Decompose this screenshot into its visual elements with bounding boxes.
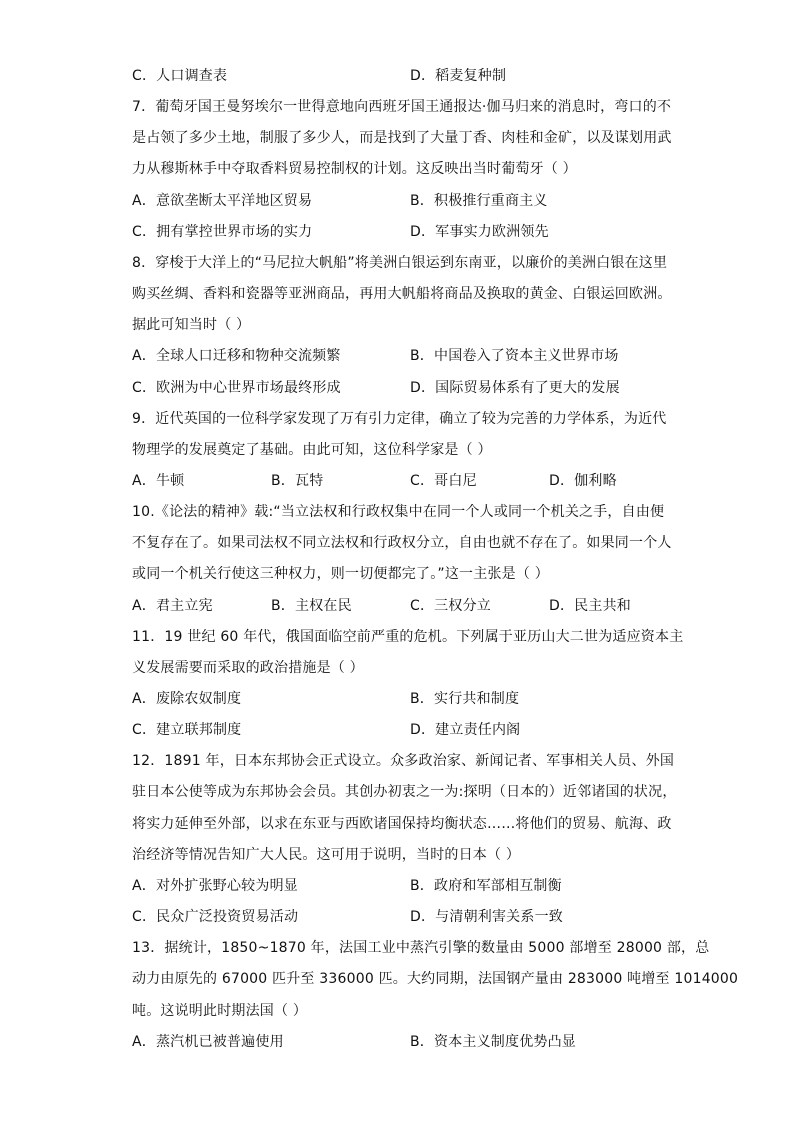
question-text-line: 8．穿梭于大洋上的“马尼拉大帆船”将美洲白银运到东南亚，以廉价的美洲白银在这里 xyxy=(132,255,668,271)
answer-option: A．意欲垄断太平洋地区贸易 xyxy=(132,193,313,209)
question-text-line: 13．据统计，1850~1870 年，法国工业中蒸汽引擎的数量由 5000 部增至 28000 部，总 xyxy=(132,940,710,956)
answer-option: C．人口调查表 xyxy=(132,68,228,84)
answer-option: B．资本主义制度优势凸显 xyxy=(410,1034,577,1050)
question-text-line: 动力由原先的 67000 匹升至 336000 匹。大约同期，法国钢产量由 283000 吨增至 1014000 xyxy=(132,971,739,987)
answer-option: C．欧洲为中心世界市场最终形成 xyxy=(132,380,341,396)
answer-option: C．三权分立 xyxy=(410,598,491,614)
question-text-line: 9．近代英国的一位科学家发现了万有引力定律，确立了较为完善的力学体系，为近代 xyxy=(132,411,667,427)
question-text-line: 7．葡萄牙国王曼努埃尔一世得意地向西班牙国王通报达·伽马归来的消息时，弯口的不 xyxy=(132,99,672,115)
answer-option: D．军事实力欧洲领先 xyxy=(410,224,549,240)
question-text-line: 吨。这说明此时期法国（ ） xyxy=(132,1003,308,1019)
question-text-line: 驻日本公使等成为东邦协会会员。其创办初衷之一为:探明（日本的）近邻诸国的状况， xyxy=(132,784,677,800)
question-text-line: 购买丝绸、香料和瓷器等亚洲商品，再用大帆船将商品及换取的黄金、白银运回欧洲。 xyxy=(132,286,672,302)
question-text-line: 10.《论法的精神》载:“当立法权和行政权集中在同一个人或同一个机关之手，自由便 xyxy=(132,504,665,520)
answer-option: C．民众广泛投资贸易活动 xyxy=(132,909,299,925)
answer-option: D．与清朝利害关系一致 xyxy=(410,909,563,925)
answer-option: C．拥有掌控世界市场的实力 xyxy=(132,224,313,240)
answer-option: C．哥白尼 xyxy=(410,473,477,489)
answer-option: A．全球人口迁移和物种交流频繁 xyxy=(132,348,341,364)
answer-option: A．蒸汽机已被普遍使用 xyxy=(132,1034,284,1050)
answer-option: D．伽利略 xyxy=(549,473,617,489)
answer-option: D．民主共和 xyxy=(549,598,631,614)
answer-option: A．牛顿 xyxy=(132,473,185,489)
answer-option: A．君主立宪 xyxy=(132,598,213,614)
answer-option: B．中国卷入了资本主义世界市场 xyxy=(410,348,619,364)
answer-option: D．稻麦复种制 xyxy=(410,68,507,84)
question-text-line: 12．1891 年，日本东邦协会正式设立。众多政治家、新闻记者、军事相关人员、外国 xyxy=(132,753,675,769)
answer-option: B．实行共和制度 xyxy=(410,691,520,707)
question-text-line: 是占领了多少土地，制服了多少人，而是找到了大量丁香、肉桂和金矿，以及谋划用武 xyxy=(132,130,672,146)
answer-option: D．建立责任内阁 xyxy=(410,722,521,738)
answer-option: B．主权在民 xyxy=(271,598,352,614)
answer-option: B．积极推行重商主义 xyxy=(410,193,548,209)
question-text-line: 11．19 世纪 60 年代，俄国面临空前严重的危机。下列属于亚历山大二世为适应资本主 xyxy=(132,629,684,645)
question-text-line: 治经济等情况告知广大人民。这可用于说明，当时的日本（ ） xyxy=(132,847,521,863)
question-text-line: 将实力延伸至外部，以求在东亚与西欧诸国保持均衡状态……将他们的贸易、航海、政 xyxy=(132,816,672,832)
answer-option: A．对外扩张野心较为明显 xyxy=(132,878,298,894)
answer-option: B．瓦特 xyxy=(271,473,324,489)
answer-option: C．建立联邦制度 xyxy=(132,722,242,738)
question-text-line: 物理学的发展奠定了基础。由此可知，这位科学家是（ ） xyxy=(132,442,492,458)
answer-option: B．政府和军部相互制衡 xyxy=(410,878,562,894)
question-text-line: 义发展需要而采取的政治措施是（ ） xyxy=(132,660,364,676)
question-text-line: 或同一个机关行使这三种权力，则一切便都完了。”这一主张是（ ） xyxy=(132,566,549,582)
answer-option: A．废除农奴制度 xyxy=(132,691,242,707)
question-text-line: 不复存在了。如果司法权不同立法权和行政权分立，自由也就不存在了。如果同一个人 xyxy=(132,535,672,551)
question-text-line: 据此可知当时（ ） xyxy=(132,317,251,333)
question-text-line: 力从穆斯林手中夺取香料贸易控制权的计划。这反映出当时葡萄牙（ ） xyxy=(132,161,577,177)
answer-option: D．国际贸易体系有了更大的发展 xyxy=(410,380,620,396)
